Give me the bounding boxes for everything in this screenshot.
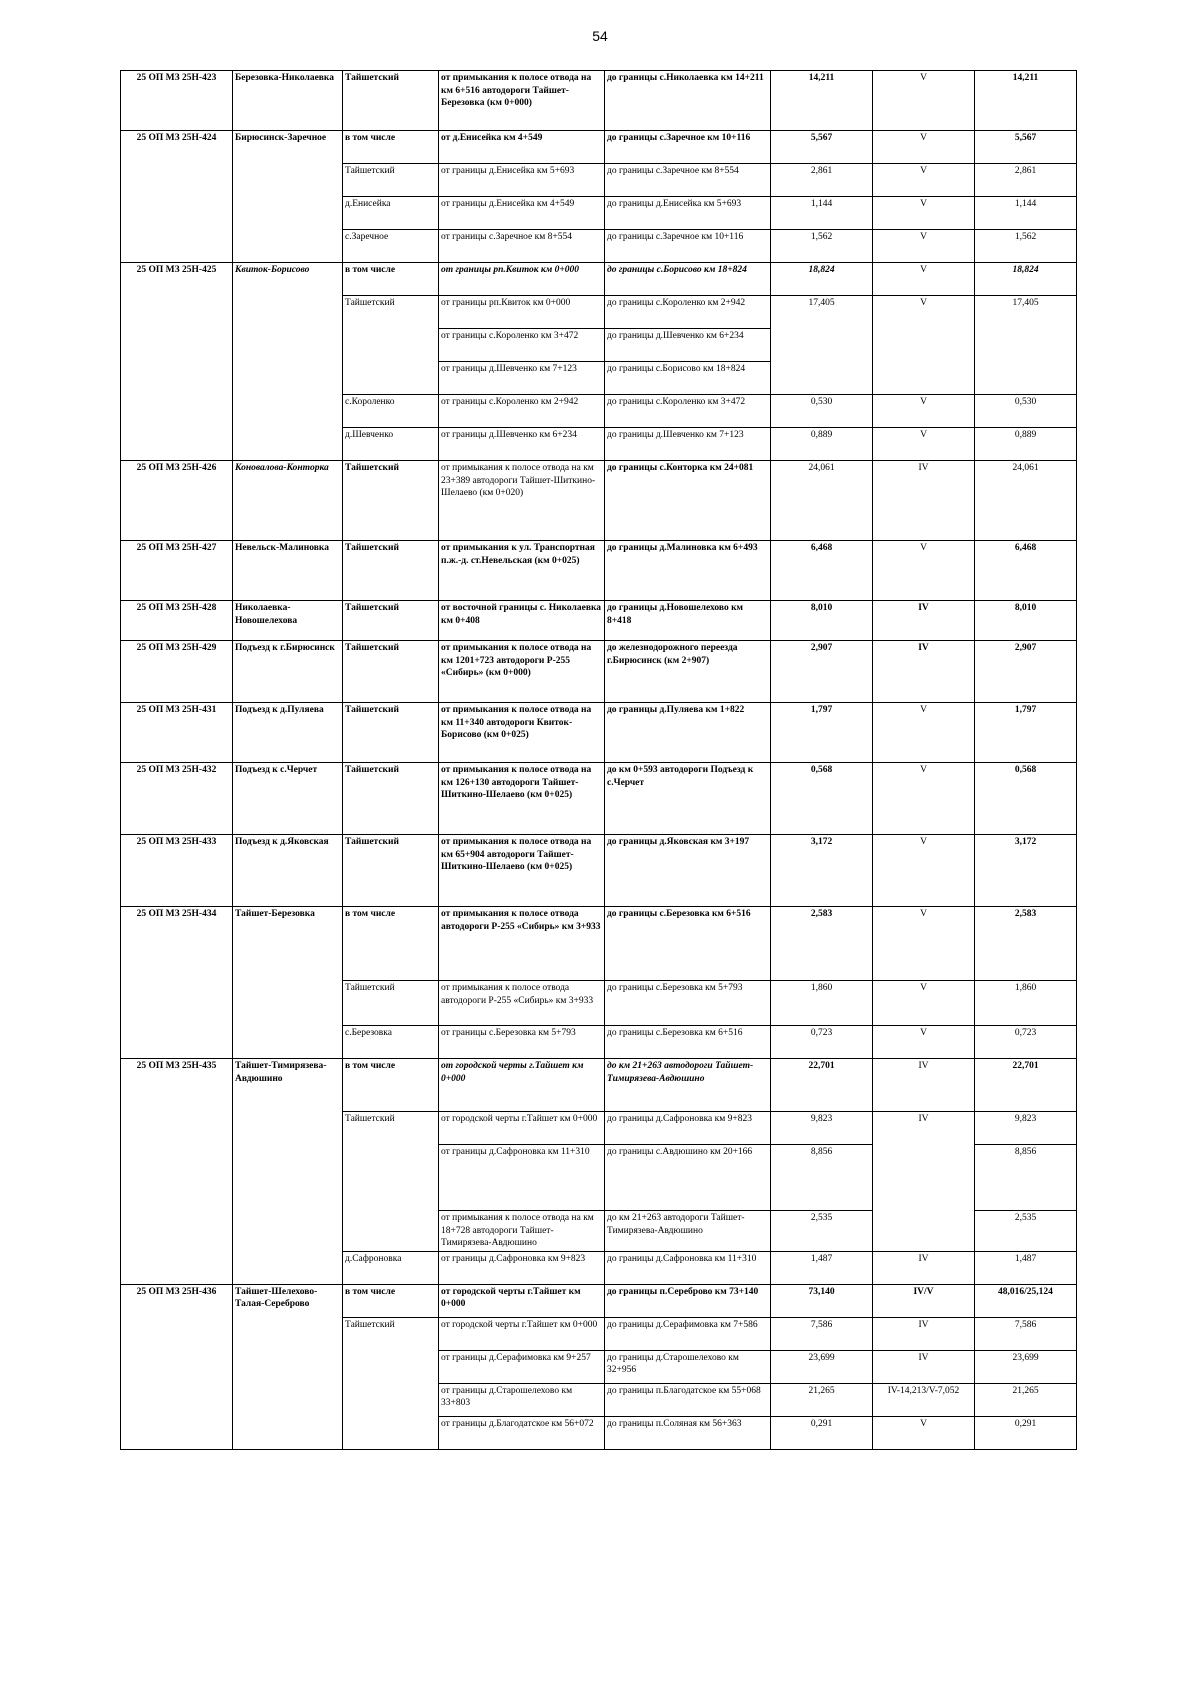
- table-cell: от границы д.Серафимовка км 9+257: [439, 1350, 605, 1383]
- table-cell: до границы д.Новошелехово км 8+418: [605, 601, 771, 641]
- table-cell: 25 ОП МЗ 25Н-429: [121, 641, 233, 703]
- table-row: [121, 1284, 1077, 1317]
- table-cell: от городской черты г.Тайшет км 0+000: [439, 1317, 605, 1350]
- table-cell: до границы д.Шевченко км 6+234: [605, 329, 771, 362]
- table-cell: 24,061: [975, 461, 1077, 541]
- table-cell: Коноваловa-Конторка: [233, 461, 343, 541]
- table-cell: Тайшет-Березовка: [233, 907, 343, 1059]
- table-cell: до границы с.Борисово км 18+824: [605, 263, 771, 296]
- table-cell: от границы д.Сафроновка км 9+823: [439, 1251, 605, 1284]
- table-cell: IV/V: [873, 1284, 975, 1317]
- table-cell: Березовка-Николаевка: [233, 71, 343, 131]
- table-cell: от границы с.Заречное км 8+554: [439, 230, 605, 263]
- table-cell: V: [873, 71, 975, 131]
- table-cell: IV: [873, 1317, 975, 1350]
- table-cell: Тайшетский: [343, 296, 439, 395]
- table-cell: до границы с.Николаевка км 14+211: [605, 71, 771, 131]
- table-cell: от примыкания к полосе отвода на км 18+728 автодороги Тайшет-Тимирязева-Авдюшино: [439, 1211, 605, 1252]
- table-cell: 7,586: [975, 1317, 1077, 1350]
- table-cell: 2,583: [975, 907, 1077, 981]
- table-cell: до границы с.Заречное км 10+116: [605, 131, 771, 164]
- table-cell: от восточной границы с. Николаевка км 0+408: [439, 601, 605, 641]
- table-cell: 8,856: [975, 1145, 1077, 1211]
- table-cell: Тайшетский: [343, 164, 439, 197]
- table-cell: в том числе: [343, 1284, 439, 1317]
- table-cell: 25 ОП МЗ 25Н-427: [121, 541, 233, 601]
- table-cell: до границы с.Березовка км 5+793: [605, 981, 771, 1026]
- table-cell: 1,860: [771, 981, 873, 1026]
- table-cell: V: [873, 541, 975, 601]
- table-cell: от границы с.Короленко км 3+472: [439, 329, 605, 362]
- table-cell: 21,265: [771, 1383, 873, 1416]
- table-cell: IV: [873, 1059, 975, 1112]
- table-cell: Николаевка-Новошелехова: [233, 601, 343, 641]
- table-cell: от примыкания к полосе отвода на км 65+904 автодороги Тайшет-Шиткино-Шелаево (км 0+025): [439, 835, 605, 907]
- table-cell: 25 ОП МЗ 25Н-428: [121, 601, 233, 641]
- table-cell: IV: [873, 1350, 975, 1383]
- table-cell: от границы д.Шевченко км 6+234: [439, 428, 605, 461]
- table-cell: Квиток-Борисово: [233, 263, 343, 461]
- table-cell: д.Сафроновка: [343, 1251, 439, 1284]
- table-row: [121, 907, 1077, 981]
- table-cell: от границы д.Старошелехово км 33+803: [439, 1383, 605, 1416]
- table-cell: 1,144: [975, 197, 1077, 230]
- table-cell: 2,907: [975, 641, 1077, 703]
- table-cell: д.Енисейка: [343, 197, 439, 230]
- table-cell: 1,860: [975, 981, 1077, 1026]
- table-cell: до км 21+263 автодороги Тайшет-Тимирязева-Авдюшино: [605, 1059, 771, 1112]
- table-cell: Тайшетский: [343, 641, 439, 703]
- table-cell: до границы с.Заречное км 8+554: [605, 164, 771, 197]
- table-row: [121, 1059, 1077, 1112]
- table-row: [121, 703, 1077, 763]
- table-cell: 25 ОП МЗ 25Н-426: [121, 461, 233, 541]
- table-cell: V: [873, 835, 975, 907]
- table-row: [121, 461, 1077, 541]
- table-cell: до границы с.Короленко км 2+942: [605, 296, 771, 329]
- table-cell: V: [873, 981, 975, 1026]
- table-cell: в том числе: [343, 263, 439, 296]
- table-row: [121, 263, 1077, 296]
- table-cell: V: [873, 428, 975, 461]
- table-cell: от примыкания к полосе отвода на км 23+389 автодороги Тайшет-Шиткино-Шелаево (км 0+020): [439, 461, 605, 541]
- table-cell: Тайшетский: [343, 1317, 439, 1449]
- table-cell: 0,723: [975, 1026, 1077, 1059]
- table-cell: 3,172: [771, 835, 873, 907]
- table-cell: в том числе: [343, 907, 439, 981]
- table-cell: V: [873, 1416, 975, 1449]
- table-cell: V: [873, 907, 975, 981]
- table-cell: Бирюсинск-Заречное: [233, 131, 343, 263]
- table-cell: V: [873, 395, 975, 428]
- table-cell: Тайшет-Шелехово-Талая-Сереброво: [233, 1284, 343, 1449]
- table-cell: от д.Енисейка км 4+549: [439, 131, 605, 164]
- table-cell: Подъезд к д.Яковская: [233, 835, 343, 907]
- table-cell: от границы д.Благодатское км 56+072: [439, 1416, 605, 1449]
- table-cell: до км 0+593 автодороги Подъезд к с.Черчет: [605, 763, 771, 835]
- table-cell: от примыкания к полосе отвода на км 11+340 автодороги Квиток-Борисово (км 0+025): [439, 703, 605, 763]
- table-cell: 14,211: [975, 71, 1077, 131]
- table-cell: до границы д.Серафимовка км 7+586: [605, 1317, 771, 1350]
- table-cell: 9,823: [771, 1112, 873, 1145]
- table-row: [121, 835, 1077, 907]
- table-cell: Подъезд к с.Черчет: [233, 763, 343, 835]
- table-cell: Невельск-Малиновка: [233, 541, 343, 601]
- table-cell: V: [873, 131, 975, 164]
- table-cell: V: [873, 296, 975, 395]
- table-cell: от границы д.Енисейка км 4+549: [439, 197, 605, 230]
- table-cell: 25 ОП МЗ 25Н-423: [121, 71, 233, 131]
- table-cell: до границы п.Соляная км 56+363: [605, 1416, 771, 1449]
- table-cell: до км 21+263 автодороги Тайшет-Тимирязева-Авдюшино: [605, 1211, 771, 1252]
- table-cell: V: [873, 230, 975, 263]
- table-cell: до границы д.Сафроновка км 11+310: [605, 1251, 771, 1284]
- table-cell: 3,172: [975, 835, 1077, 907]
- table-cell: от примыкания к полосе отвода на км 6+516 автодороги Тайшет-Березовка (км 0+000): [439, 71, 605, 131]
- table-cell: 1,562: [771, 230, 873, 263]
- table-cell: Тайшетский: [343, 1112, 439, 1252]
- table-cell: V: [873, 263, 975, 296]
- table-cell: 5,567: [975, 131, 1077, 164]
- table-cell: от границы рп.Квиток км 0+000: [439, 263, 605, 296]
- table-cell: 25 ОП МЗ 25Н-435: [121, 1059, 233, 1285]
- table-cell: 73,140: [771, 1284, 873, 1317]
- table-cell: 24,061: [771, 461, 873, 541]
- table-cell: V: [873, 703, 975, 763]
- table-cell: до границы с.Короленко км 3+472: [605, 395, 771, 428]
- table-cell: Тайшетский: [343, 703, 439, 763]
- table-cell: 9,823: [975, 1112, 1077, 1145]
- table-cell: 1,797: [771, 703, 873, 763]
- table-cell: 48,016/25,124: [975, 1284, 1077, 1317]
- table-cell: Подъезд к г.Бирюсинск: [233, 641, 343, 703]
- table-cell: 25 ОП МЗ 25Н-425: [121, 263, 233, 461]
- table-cell: V: [873, 164, 975, 197]
- table-cell: IV: [873, 641, 975, 703]
- table-cell: от городской черты г.Тайшет км 0+000: [439, 1059, 605, 1112]
- table-cell: от примыкания к полосе отвода автодороги Р-255 «Сибирь» км 3+933: [439, 981, 605, 1026]
- table-cell: 2,583: [771, 907, 873, 981]
- table-row: [121, 641, 1077, 703]
- table-cell: от границы д.Енисейка км 5+693: [439, 164, 605, 197]
- table-cell: в том числе: [343, 1059, 439, 1112]
- roads-table: [120, 70, 1077, 1450]
- table-cell: 23,699: [771, 1350, 873, 1383]
- table-cell: д.Шевченко: [343, 428, 439, 461]
- table-cell: 2,861: [975, 164, 1077, 197]
- table-cell: до границы с.Березовка км 6+516: [605, 907, 771, 981]
- table-cell: 6,468: [771, 541, 873, 601]
- table-cell: Подъезд к д.Пуляева: [233, 703, 343, 763]
- table-cell: 23,699: [975, 1350, 1077, 1383]
- table-cell: V: [873, 763, 975, 835]
- table-cell: 6,468: [975, 541, 1077, 601]
- table-cell: Тайшетский: [343, 541, 439, 601]
- table-cell: до границы п.Сереброво км 73+140: [605, 1284, 771, 1317]
- table-cell: 14,211: [771, 71, 873, 131]
- table-cell: 1,562: [975, 230, 1077, 263]
- table-cell: 2,907: [771, 641, 873, 703]
- table-cell: 17,405: [771, 296, 873, 395]
- table-cell: до границы с.Конторка км 24+081: [605, 461, 771, 541]
- table-cell: от примыкания к полосе отвода на км 126+130 автодороги Тайшет-Шиткино-Шелаево (км 0+025): [439, 763, 605, 835]
- table-cell: 18,824: [975, 263, 1077, 296]
- table-cell: 0,530: [771, 395, 873, 428]
- table-cell: от примыкания к ул. Транспортная п.ж.-д. ст.Невельская (км 0+025): [439, 541, 605, 601]
- table-cell: V: [873, 1026, 975, 1059]
- table-cell: до границы д.Яковская км 3+197: [605, 835, 771, 907]
- table-cell: IV: [873, 601, 975, 641]
- table-cell: от примыкания к полосе отвода на км 1201+723 автодороги Р-255 «Сибирь» (км 0+000): [439, 641, 605, 703]
- table-cell: 8,010: [975, 601, 1077, 641]
- table-cell: Тайшет-Тимирязева-Авдюшино: [233, 1059, 343, 1285]
- table-cell: от границы д.Шевченко км 7+123: [439, 362, 605, 395]
- table-cell: IV-14,213/V-7,052: [873, 1383, 975, 1416]
- table-cell: 22,701: [771, 1059, 873, 1112]
- table-cell: от городской черты г.Тайшет км 0+000: [439, 1284, 605, 1317]
- table-cell: 25 ОП МЗ 25Н-432: [121, 763, 233, 835]
- table-cell: с.Короленко: [343, 395, 439, 428]
- table-cell: до железнодорожного переезда г.Бирюсинск (км 2+907): [605, 641, 771, 703]
- table-cell: 1,144: [771, 197, 873, 230]
- table-body: [121, 71, 1077, 1450]
- table-cell: 0,530: [975, 395, 1077, 428]
- table-cell: IV: [873, 1251, 975, 1284]
- table-cell: 5,567: [771, 131, 873, 164]
- table-cell: от границы рп.Квиток км 0+000: [439, 296, 605, 329]
- table-cell: 2,535: [975, 1211, 1077, 1252]
- table-cell: от границы д.Сафроновка км 11+310: [439, 1145, 605, 1211]
- table-cell: до границы д.Малиновка км 6+493: [605, 541, 771, 601]
- table-cell: до границы п.Благодатское км 55+068: [605, 1383, 771, 1416]
- table-cell: 0,291: [975, 1416, 1077, 1449]
- table-cell: 0,723: [771, 1026, 873, 1059]
- table-cell: с.Березовка: [343, 1026, 439, 1059]
- table-cell: 1,487: [771, 1251, 873, 1284]
- table-cell: от границы с.Березовка км 5+793: [439, 1026, 605, 1059]
- table-cell: от городской черты г.Тайшет км 0+000: [439, 1112, 605, 1145]
- table-cell: до границы с.Авдюшино км 20+166: [605, 1145, 771, 1211]
- table-cell: 1,797: [975, 703, 1077, 763]
- table-row: [121, 71, 1077, 131]
- table-cell: 0,889: [771, 428, 873, 461]
- table-cell: Тайшетский: [343, 461, 439, 541]
- table-cell: 0,291: [771, 1416, 873, 1449]
- table-cell: Тайшетский: [343, 835, 439, 907]
- table-cell: 0,568: [975, 763, 1077, 835]
- table-cell: 18,824: [771, 263, 873, 296]
- table-cell: до границы д.Старошелехово км 32+956: [605, 1350, 771, 1383]
- table-cell: в том числе: [343, 131, 439, 164]
- table-cell: 22,701: [975, 1059, 1077, 1112]
- table-cell: 17,405: [975, 296, 1077, 395]
- table-cell: 1,487: [975, 1251, 1077, 1284]
- table-cell: с.Заречное: [343, 230, 439, 263]
- table-cell: 2,535: [771, 1211, 873, 1252]
- table-cell: Тайшетский: [343, 763, 439, 835]
- table-cell: 25 ОП МЗ 25Н-436: [121, 1284, 233, 1449]
- table-row: [121, 131, 1077, 164]
- table-cell: 25 ОП МЗ 25Н-433: [121, 835, 233, 907]
- table-cell: 2,861: [771, 164, 873, 197]
- page-number: 54: [592, 28, 608, 44]
- table-cell: Тайшетский: [343, 981, 439, 1026]
- table-cell: от границы с.Короленко км 2+942: [439, 395, 605, 428]
- table-cell: Тайшетский: [343, 71, 439, 131]
- table-cell: IV: [873, 1112, 975, 1252]
- table-cell: до границы с.Заречное км 10+116: [605, 230, 771, 263]
- table-cell: до границы с.Березовка км 6+516: [605, 1026, 771, 1059]
- table-cell: до границы д.Сафроновка км 9+823: [605, 1112, 771, 1145]
- table-row: [121, 541, 1077, 601]
- table-cell: 25 ОП МЗ 25Н-424: [121, 131, 233, 263]
- table-cell: IV: [873, 461, 975, 541]
- table-row: [121, 601, 1077, 641]
- table-cell: 0,568: [771, 763, 873, 835]
- table-cell: 21,265: [975, 1383, 1077, 1416]
- table-cell: V: [873, 197, 975, 230]
- table-cell: до границы д.Шевченко км 7+123: [605, 428, 771, 461]
- table-row: [121, 763, 1077, 835]
- table-cell: 7,586: [771, 1317, 873, 1350]
- table-cell: 8,856: [771, 1145, 873, 1211]
- table-cell: от примыкания к полосе отвода автодороги Р-255 «Сибирь» км 3+933: [439, 907, 605, 981]
- table-cell: 8,010: [771, 601, 873, 641]
- table-cell: до границы д.Енисейка км 5+693: [605, 197, 771, 230]
- table-cell: 0,889: [975, 428, 1077, 461]
- table-cell: Тайшетский: [343, 601, 439, 641]
- table-cell: до границы д.Пуляева км 1+822: [605, 703, 771, 763]
- table-cell: 25 ОП МЗ 25Н-431: [121, 703, 233, 763]
- table-cell: до границы с.Борисово км 18+824: [605, 362, 771, 395]
- table-cell: 25 ОП МЗ 25Н-434: [121, 907, 233, 1059]
